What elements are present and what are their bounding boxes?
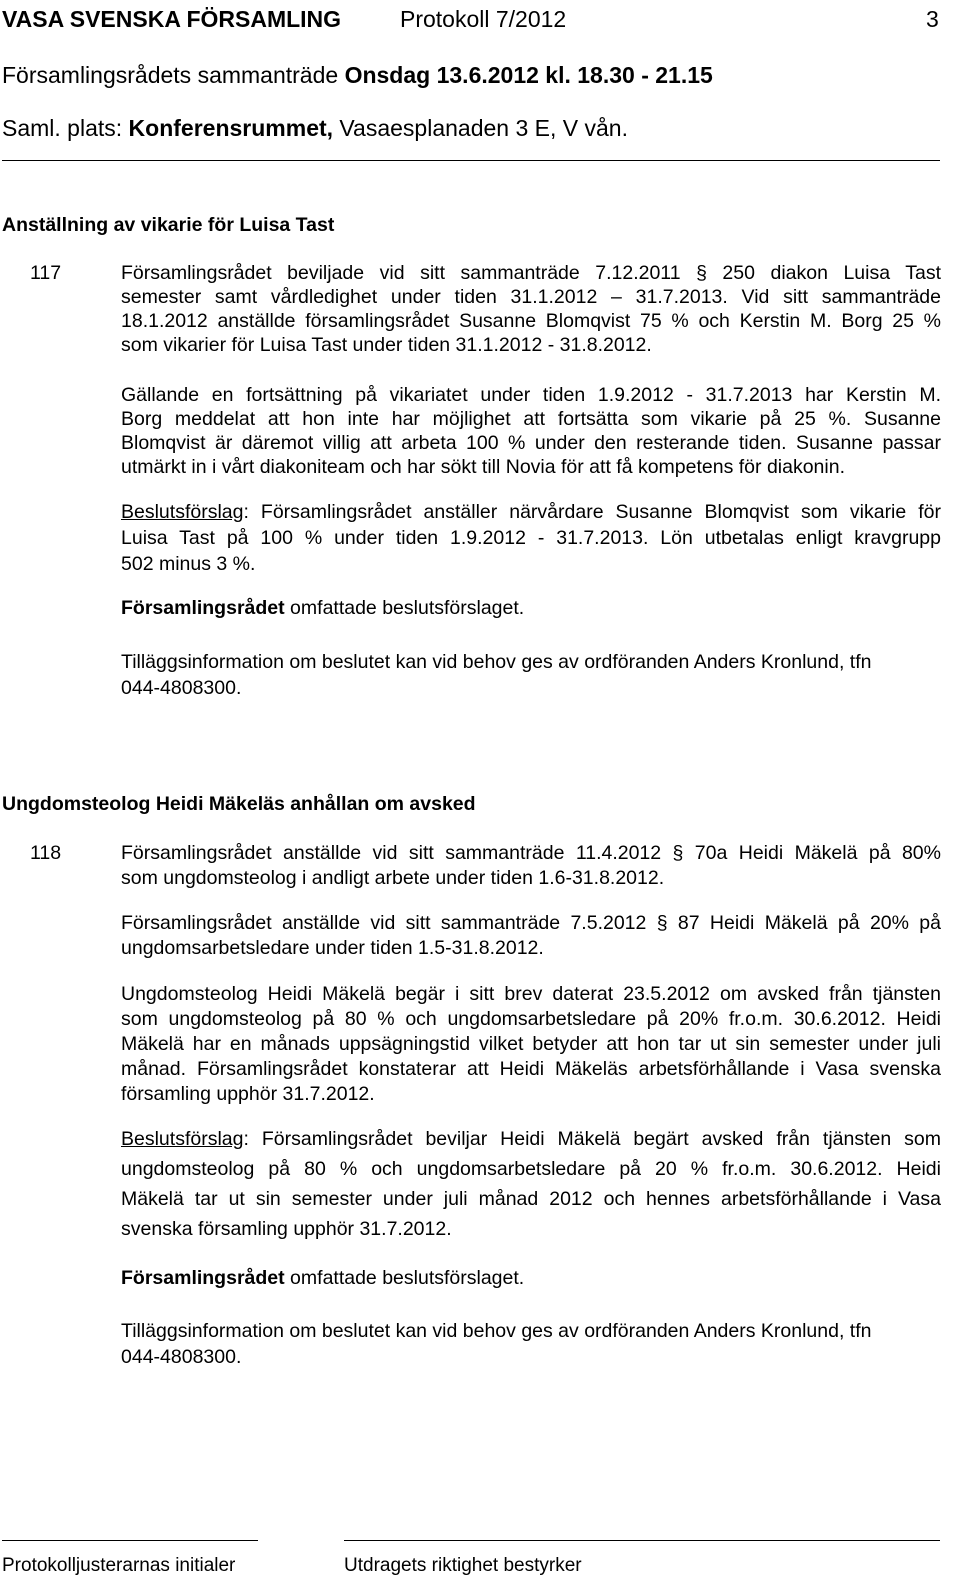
meeting-prefix: Församlingsrådets sammanträde [2, 62, 345, 88]
decision-bold: Församlingsrådet [121, 1267, 285, 1289]
text-line: 044-4808300. [121, 1346, 242, 1368]
text-line: Borg meddelat att hon inte har möjlighet att fortsätta som vikarie på 25 %. Susanne [121, 408, 941, 430]
text-line: månad. Församlingsrådet konstaterar att Heidi Mäkeläs arbetsförhållande i Vasa svenska [121, 1058, 941, 1080]
footer-certify-label: Utdragets riktighet bestyrker [344, 1555, 582, 1576]
place-prefix: Saml. plats: [2, 115, 129, 141]
text-line: Mäkelä tar ut sin semester under juli månad 2012 och hennes arbetsförhållande i Vasa [121, 1188, 941, 1210]
text-line: ungdomsteolog på 80 % och ungdomsarbetsledare på 20 % fr.o.m. 30.6.2012. Heidi [121, 1158, 941, 1180]
text-line: Blomqvist är däremot villig att arbeta 100 % under den resterande tiden. Susanne passar [121, 432, 941, 454]
decision-bold: Församlingsrådet [121, 597, 285, 619]
text-line: Tilläggsinformation om beslutet kan vid behov ges av ordföranden Anders Kronlund, tfn [121, 651, 872, 673]
text-line [121, 1127, 941, 1157]
section-117-p2 [121, 383, 941, 479]
org-name: VASA SVENSKA FÖRSAMLING [2, 6, 342, 32]
text-line: Gällande en fortsättning på vikariatet under tiden 1.9.2012 - 31.7.2013 har Kerstin M. [121, 384, 941, 406]
footer-initials-label: Protokolljusterarnas initialer [2, 1555, 236, 1576]
section-118-number: 118 [30, 842, 62, 864]
meeting-line [2, 62, 713, 88]
protocol-number: Protokoll 7/2012 [400, 6, 567, 32]
text-line: som ungdomsteolog på 80 % och ungdomsarbetsledare på 20% fr.o.m. 30.6.2012. Heidi [121, 1008, 941, 1030]
text-line: som vikarier för Luisa Tast under tiden 31.1.2012 - 31.8.2012. [121, 334, 652, 356]
page-number: 3 [926, 6, 939, 32]
text-line: Tilläggsinformation om beslutet kan vid behov ges av ordföranden Anders Kronlund, tfn [121, 1320, 872, 1342]
section-118-decision [121, 1266, 524, 1290]
text-line: Mäkelä har en månads uppsägningstid vilket betyder att hon tar ut sin semester under juli [121, 1033, 941, 1055]
section-118-heading: Ungdomsteolog Heidi Mäkeläs anhållan om avsked [2, 793, 476, 815]
text-line: utmärkt in i vårt diakoniteam och har sökt till Novia för att få kompetens för diakonin. [121, 456, 845, 478]
text-line: Församlingsrådet anställde vid sitt sammanträde 7.5.2012 § 87 Heidi Mäkelä på 20% på [121, 912, 941, 934]
footer-rule-left [2, 1540, 258, 1541]
text-line: svenska församling upphör 31.7.2012. [121, 1218, 452, 1240]
section-118-proposal [121, 1127, 941, 1247]
place-bold: Konferensrummet, [128, 115, 334, 141]
text-line: församling upphör 31.7.2012. [121, 1083, 375, 1105]
section-118-info [121, 1319, 941, 1371]
section-117-proposal [121, 500, 941, 578]
proposal-text: : Församlingsrådet anställer närvårdare Susanne Blomqvist som vikarie för [243, 501, 941, 523]
text-line: 502 minus 3 %. [121, 553, 256, 575]
text-line: 044-4808300. [121, 677, 242, 699]
decision-rest: omfattade beslutsförslaget. [284, 1267, 525, 1289]
text-line: ungdomsarbetsledare under tiden 1.5-31.8.2012. [121, 937, 544, 959]
text-line: som ungdomsteolog i andligt arbete under tiden 1.6-31.8.2012. [121, 867, 665, 889]
text-line: semester samt vårdledighet under tiden 31.1.2012 – 31.7.2013. Vid sitt sammanträde [121, 286, 941, 308]
proposal-label: Beslutsförslag [121, 501, 244, 523]
place-rest: Vasaesplanaden 3 E, V vån. [333, 115, 628, 141]
text-line: Luisa Tast på 100 % under tiden 1.9.2012 - 31.7.2013. Lön utbetalas enligt kravgrupp [121, 527, 941, 549]
proposal-text: : Församlingsrådet beviljar Heidi Mäkelä begärt avsked från tjänsten som [243, 1128, 941, 1150]
section-117-number: 117 [30, 262, 62, 284]
text-line: Ungdomsteolog Heidi Mäkelä begär i sitt brev daterat 23.5.2012 om avsked från tjänsten [121, 983, 941, 1005]
text-line: Församlingsrådet anställde vid sitt sammanträde 11.4.2012 § 70a Heidi Mäkelä på 80% [121, 842, 941, 864]
decision-rest: omfattade beslutsförslaget. [284, 597, 525, 619]
place-line [2, 115, 628, 141]
section-117-heading: Anställning av vikarie för Luisa Tast [2, 214, 335, 236]
proposal-label: Beslutsförslag [121, 1128, 244, 1150]
section-118-p3 [121, 982, 941, 1107]
text-line: Församlingsrådet beviljade vid sitt sammanträde 7.12.2011 § 250 diakon Luisa Tast [121, 262, 941, 284]
section-117-decision [121, 596, 524, 620]
section-117-p1 [121, 261, 941, 357]
text-line: 18.1.2012 anställde församlingsrådet Susanne Blomqvist 75 % och Kerstin M. Borg 25 % [121, 310, 941, 332]
section-117-info [121, 650, 941, 702]
header-rule [2, 160, 940, 161]
meeting-date: Onsdag 13.6.2012 kl. 18.30 - 21.15 [344, 62, 713, 88]
section-118-p2 [121, 911, 941, 961]
section-118-p1 [121, 841, 941, 891]
footer-rule-right [344, 1540, 940, 1541]
text-line [121, 500, 941, 526]
